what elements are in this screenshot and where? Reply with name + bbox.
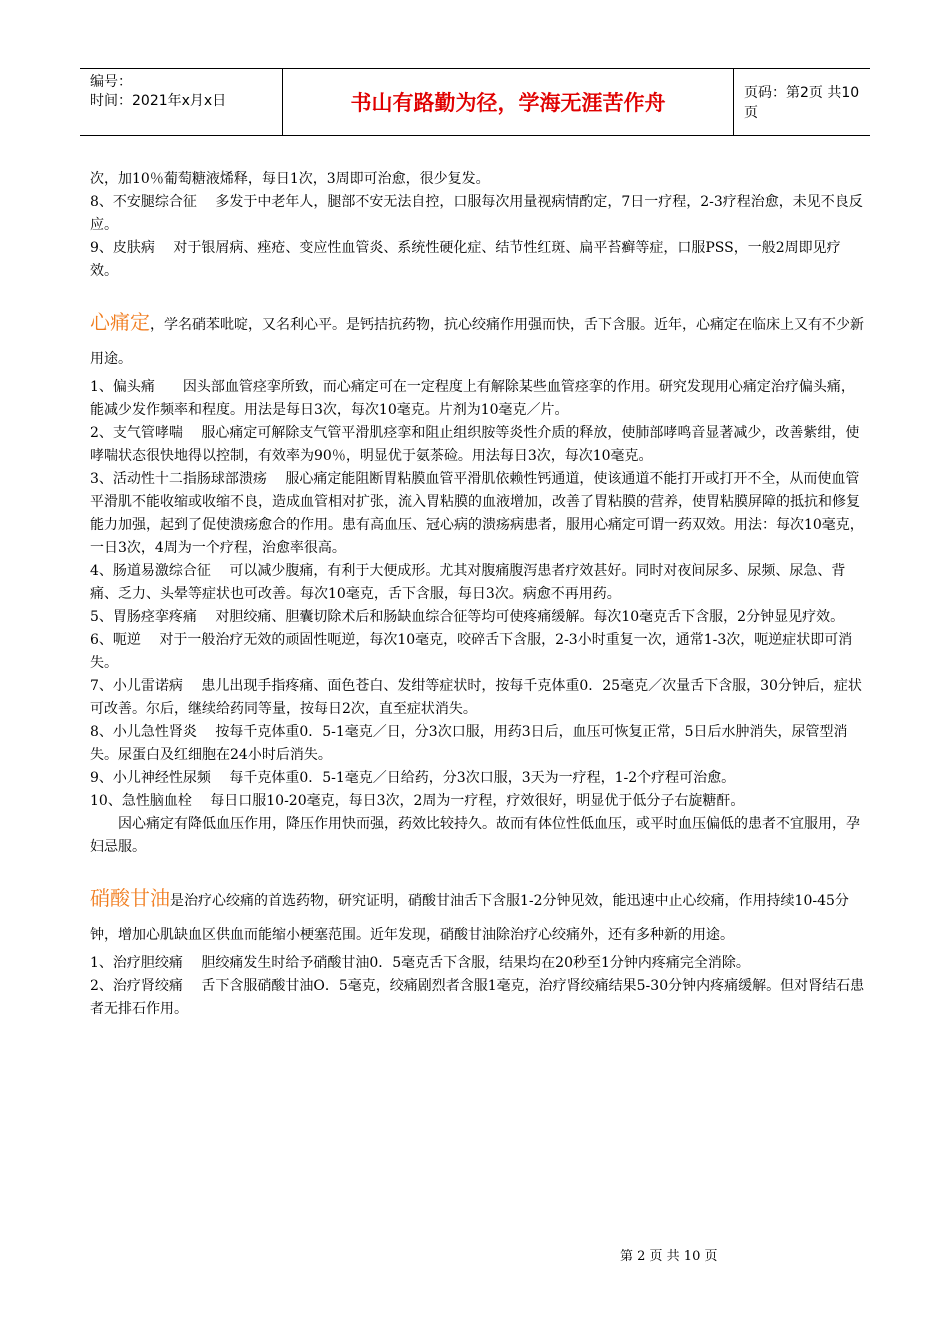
- paragraph: 8、不安腿综合征 多发于中老年人，腿部不安无法自控，口服每次用量视病情酌定，7日一疗程，2-3疗程治愈，未见不良反应。: [90, 194, 863, 233]
- section-intro-text: ，学名硝苯吡啶，又名利心平。是钙拮抗药物，抗心绞痛作用强而快，舌下含服。近年，心痛定在临床上又有不少新用途。: [90, 317, 864, 367]
- list-item: 2、治疗肾绞痛 舌下含服硝酸甘油O．5毫克，绞痛剧烈者含服1毫克，治疗肾绞痛结果5-30分钟内疼痛缓解。但对肾结石患者无排石作用。: [90, 978, 865, 1017]
- list-item: 2、支气管哮喘 服心痛定可解除支气管平滑肌痉挛和阻止组织胺等炎性介质的释放，使肺部哮鸣音显著减少，改善紫绀，使哮喘状态很快地得以控制，有效率为90％，明显优于氨茶硷。用法每日3次，每次10毫克。: [90, 425, 860, 464]
- list-item: 4、肠道易激综合征 可以减少腹痛，有利于大便成形。尤其对腹痛腹泻患者疗效甚好。同时对夜间尿多、尿频、尿急、背痛、乏力、头晕等症状也可改善。每次10毫克，舌下含服，每日3次。病愈不再用药。: [90, 563, 846, 602]
- document-date: 时间：2021年x月x日: [90, 93, 227, 109]
- list-item: 9、小儿神经性尿频 每千克体重0．5-1毫克／日给药，分3次口服，3天为一疗程，1-2个疗程可治愈。: [90, 770, 736, 786]
- header-page-info: 页码：第2页 共10页: [744, 85, 860, 121]
- section-intro-xintongding: [90, 305, 865, 376]
- paragraph: 次，加10％葡萄糖液烯释，每日1次，3周即可治愈，很少复发。: [90, 171, 490, 187]
- page-header: [80, 68, 870, 136]
- list-item: 3、活动性十二指肠球部溃疡 服心痛定能阻断胃粘膜血管平滑肌依赖性钙通道，使该通道不能打开或打开不全，从而使血管平滑肌不能收缩或收缩不良，造成血管相对扩张，流入胃粘膜的血液增加，改善了胃粘膜的营养，使胃粘膜屏障的抵抗和修复能力加强，起到了促使溃疡愈合的作用。患有高血压、冠心病的溃疡病患者，服用心痛定可谓一药双效。用法：每次10毫克，一日3次，4周为一个疗程，治愈率很高。: [90, 471, 864, 556]
- document-body: [90, 168, 865, 1021]
- list-item: 1、偏头痛 因头部血管痉挛所致，而心痛定可在一定程度上有解除某些血管痉挛的作用。研究发现用心痛定治疗偏头痛，能减少发作频率和程度。用法是每日3次，每次10毫克。片剂为10毫克／片。: [90, 379, 855, 418]
- section-title: 心痛定: [90, 310, 150, 334]
- list-item: 7、小儿雷诺病 患儿出现手指疼痛、面色苍白、发绀等症状时，按每千克体重0．25毫克／次量舌下含服，30分钟后，症状可改善。尔后，继续给药同等量，按每日2次，直至症状消失。: [90, 678, 862, 717]
- list-item: 5、胃肠痉挛疼痛 对胆绞痛、胆囊切除术后和肠缺血综合征等均可使疼痛缓解。每次10毫克舌下含服，2分钟显见疗效。: [90, 609, 845, 625]
- section-title: 硝酸甘油: [90, 886, 170, 910]
- list-item: 6、呃逆 对于一般治疗无效的顽固性呃逆，每次10毫克，咬碎舌下含服，2-3小时重复一次，通常1-3次，呃逆症状即可消失。: [90, 632, 853, 671]
- paragraph: 9、皮肤病 对于银屑病、痤疮、变应性血管炎、系统性硬化症、结节性红斑、扁平苔癣等症，口服PSS，一般2周即见疗效。: [90, 240, 841, 279]
- header-motto: 书山有路勤为径，学海无涯苦作舟: [350, 91, 666, 115]
- list-item: 8、小儿急性肾炎 按每千克体重0．5-1毫克／日，分3次口服，用药3日后，血压可恢复正常，5日后水肿消失，尿管型消失。尿蛋白及红细胞在24小时后消失。: [90, 724, 848, 763]
- section-intro-text: 是治疗心绞痛的首选药物，研究证明，硝酸甘油舌下含服1-2分钟见效，能迅速中止心绞痛，作用持续10-45分钟，增加心肌缺血区供血而能缩小梗塞范围。近年发现，硝酸甘油除治疗心绞痛外，还有多种新的用途。: [90, 893, 849, 943]
- caution-note: 因心痛定有降低血压作用，降压作用快而强，药效比较持久。故而有体位性低血压，或平时血压偏低的患者不宜服用，孕妇忌服。: [90, 816, 860, 855]
- page-footer: 第 2 页 共 10 页: [620, 1249, 718, 1264]
- document-number-label: 编号：: [90, 74, 132, 90]
- header-motto-cell: [282, 69, 734, 135]
- section-intro-nitroglycerin: [90, 881, 865, 952]
- list-item: 1、治疗胆绞痛 胆绞痛发生时给予硝酸甘油0．5毫克舌下含服，结果均在20秒至1分钟内疼痛完全消除。: [90, 955, 750, 971]
- header-meta: [80, 69, 282, 135]
- list-item: 10、急性脑血栓 每日口服10-20毫克，每日3次，2周为一疗程，疗效很好，明显优于低分子右旋糖酐。: [90, 793, 745, 809]
